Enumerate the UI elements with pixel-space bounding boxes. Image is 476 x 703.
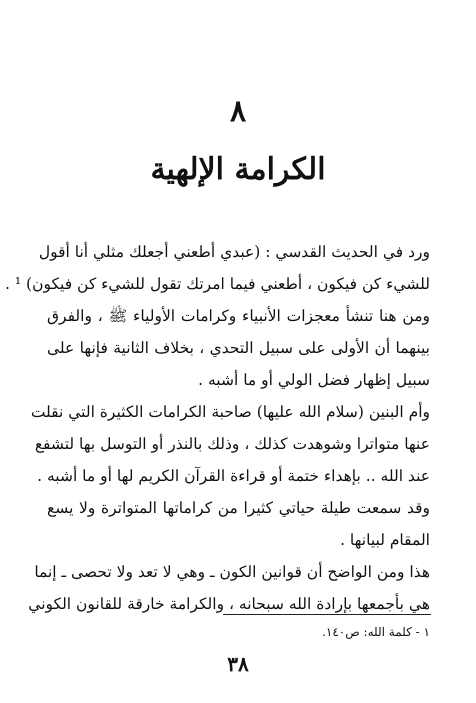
chapter-number: ٨ [229,94,247,129]
text-line: وقد سمعت طيلة حياتي كثيرا من كراماتها المتواترة ولا يسع [47,499,430,517]
footnote: ١ - كلمة الله: ص١٤٠. [322,625,430,639]
page-number: ٣٨ [227,652,249,676]
text-line: المقام لبيانها . [340,531,430,549]
text-line: بينهما أن الأولى على سبيل التحدي ، بخلاف الثانية فإنها على [47,339,430,357]
text-line: سبيل إظهار فضل الولي أو ما أشبه . [198,371,430,389]
text-line: هذا ومن الواضح أن قوانين الكون ـ وهي لا تعد ولا تحصى ـ إنما [34,563,430,581]
body-text [5,236,430,620]
text-line: للشيء كن فيكون ، أطعني فيما امرتك تقول للشيء كن فيكون) ¹ . [5,275,430,293]
text-line: ورد في الحديث القدسي : (عبدي أطعني أجعلك مثلي أنا أقول [38,243,430,261]
text-line: ومن هنا تنشأ معجزات الأنبياء وكرامات الأولياء ﷺ ، والفرق [47,307,430,325]
text-line: هي بأجمعها بإرادة الله سبحانه ، والكرامة خارقة للقانون الكوني [28,595,430,613]
text-line: عند الله .. بإهداء ختمة أو قراءة القرآن الكريم لها أو ما أشبه . [37,467,430,485]
footnote-divider [223,614,431,615]
text-line: وأم البنين (سلام الله عليها) صاحبة الكرامات الكثيرة التي نقلت [30,403,430,421]
chapter-title: الكرامة الإلهية [150,152,326,187]
text-line: عنها متواترا وشوهدت كذلك ، وذلك بالنذر أو التوسل بها لتشفع [34,435,430,453]
